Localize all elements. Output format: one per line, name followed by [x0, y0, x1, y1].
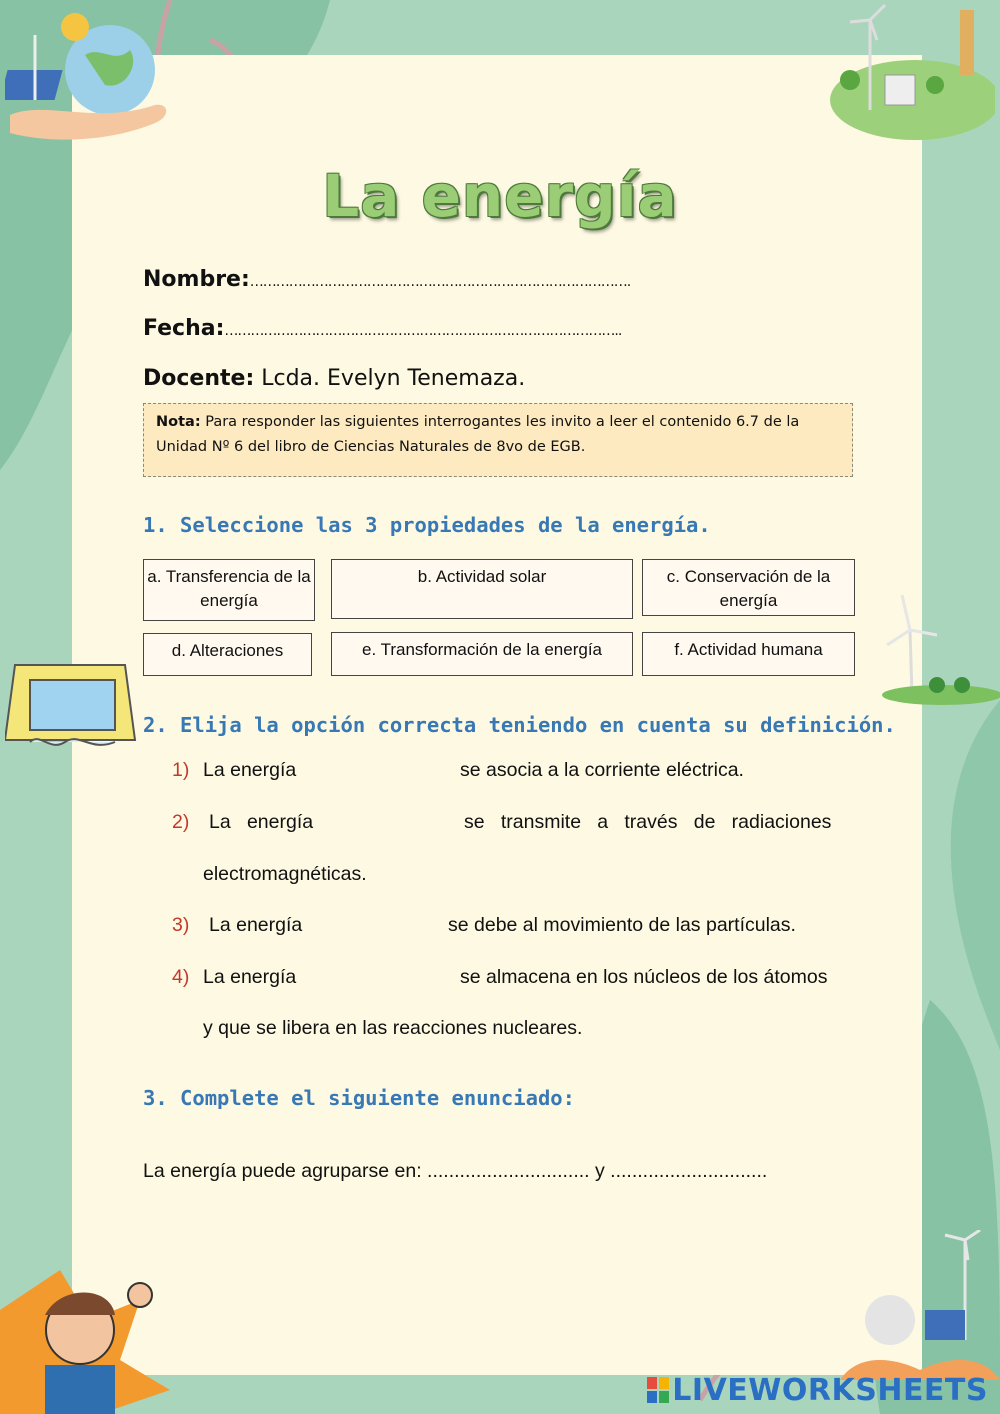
- item-1-end: se asocia a la corriente eléctrica.: [460, 759, 744, 781]
- item-3-end: se debe al movimiento de las partículas.: [448, 914, 796, 936]
- teacher-label: Docente:: [143, 366, 255, 391]
- teacher-value: Lcda. Evelyn Tenemaza.: [254, 366, 526, 391]
- item-2-number: 2): [172, 811, 190, 833]
- liveworksheets-logo[interactable]: [647, 1373, 988, 1408]
- note-text: Para responder las siguientes interrogantes les invito a leer el contenido 6.7 de la Unidad Nº 6 del libro de Ciencias Naturales de 8vo de EGB.: [156, 414, 800, 455]
- option-d[interactable]: d. Alteraciones: [143, 633, 312, 676]
- liveworksheets-mark-icon: [647, 1377, 669, 1403]
- name-field[interactable]: [143, 267, 630, 292]
- section-1-heading: 1. Seleccione las 3 propiedades de la energía.: [143, 513, 711, 537]
- page-title: La energía: [322, 162, 678, 230]
- option-e[interactable]: e. Transformación de la energía: [331, 632, 633, 676]
- item-3-start: La energía: [209, 914, 303, 936]
- name-dots: …………………………………………………………………………….: [249, 274, 631, 290]
- item-4-number: 4): [172, 966, 190, 988]
- dam-illustration: [5, 660, 140, 755]
- item-4-continuation: y que se libera en las reacciones nucleares.: [203, 1017, 583, 1039]
- teacher-field: [143, 366, 525, 391]
- option-f[interactable]: f. Actividad humana: [642, 632, 855, 676]
- wind-farm-illustration: [825, 0, 995, 140]
- superhero-illustration: [0, 1270, 175, 1414]
- note-box: [143, 403, 853, 477]
- date-field[interactable]: [143, 316, 621, 341]
- completion-statement[interactable]: La energía puede agruparse en: .............................. y .............................: [143, 1160, 768, 1182]
- date-dots: ………………………………………………………………………………..: [224, 323, 622, 339]
- brand-text: LIVEWORKSHEETS: [672, 1373, 988, 1408]
- item-2-continuation: electromagnéticas.: [203, 863, 367, 885]
- date-label: Fecha:: [143, 316, 225, 341]
- section-3-heading: 3. Complete el siguiente enunciado:: [143, 1086, 575, 1110]
- item-2-end: se transmite a través de radiaciones: [464, 811, 832, 833]
- item-2-start: La energía: [209, 811, 314, 833]
- item-1-number: 1): [172, 759, 190, 781]
- item-1-start: La energía: [203, 759, 297, 781]
- option-a[interactable]: a. Transferencia de la energía: [143, 559, 315, 621]
- wind-turbine-illustration: [872, 590, 1000, 710]
- item-4-start: La energía: [203, 966, 297, 988]
- option-b[interactable]: b. Actividad solar: [331, 559, 633, 619]
- name-label: Nombre:: [143, 267, 250, 292]
- option-c[interactable]: c. Conservación de la energía: [642, 559, 855, 616]
- hand-earth-illustration: [5, 5, 175, 145]
- green-energy-hands-illustration: [840, 1230, 1000, 1380]
- item-4-end: se almacena en los núcleos de los átomos: [460, 966, 828, 988]
- section-2-heading: 2. Elija la opción correcta teniendo en cuenta su definición.: [143, 713, 896, 737]
- item-3-number: 3): [172, 914, 190, 936]
- note-label: Nota:: [156, 414, 201, 430]
